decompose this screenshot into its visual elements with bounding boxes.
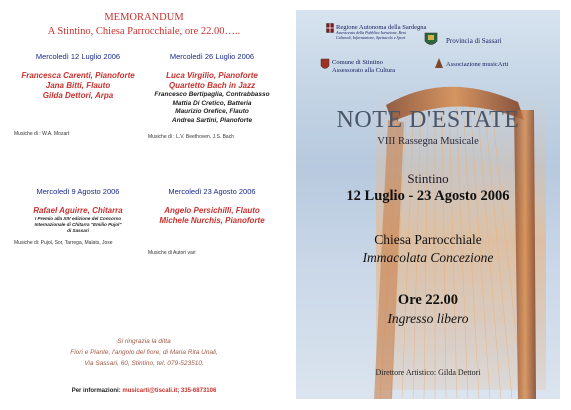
performer-line: Angelo Persichilli, Flauto	[164, 206, 260, 215]
thanks-line: Fiori e Piante, l'angolo del fiore, di Maria Rita Unali,	[70, 349, 218, 356]
music-credits: Musiche di : L.V. Beethoven, J.S. Bach	[148, 134, 234, 140]
contact-label: Per informazioni:	[71, 388, 121, 394]
memorandum-title: MEMORANDUM	[104, 12, 184, 23]
thanks-line: Via Sassari, 60, Stintino, tel. 079-523510.	[84, 360, 204, 367]
performer-line: Quartetto Bach in Jazz	[168, 81, 256, 90]
music-credits: Musiche di : W.A. Mozart	[14, 131, 70, 137]
ensemble-member: Francesco Bertipaglia, Contrabbasso	[154, 91, 270, 98]
sponsor-thanks	[0, 336, 288, 369]
concert-time: Ore 22.00	[397, 292, 459, 308]
province-crest-icon	[424, 32, 438, 48]
festival-subtitle: VIII Rassegna Musicale	[377, 136, 479, 147]
ensemble-member: Maurizio Orefice, Flauto	[175, 108, 249, 115]
event-date: Mercoledì 12 Luglio 2006	[35, 52, 121, 61]
association-logo-icon	[434, 57, 444, 69]
venue-name: Immacolata Concezione	[362, 250, 494, 265]
performer-line: Francesca Carenti, Pianoforte	[21, 71, 135, 80]
thanks-line: Si ringrazia la ditta	[117, 338, 171, 345]
ensemble-member: Andrea Sartini, Pianoforte	[171, 116, 253, 124]
venue-line: Chiesa Parrocchiale	[374, 232, 482, 247]
award-note: Internazionale di Chitarra "Emilio Pujol"	[34, 222, 122, 227]
performer-line: Jana Bitti, Flauto	[45, 81, 111, 90]
ensemble-member: Mattia Di Cretico, Batteria	[172, 99, 252, 107]
comune-name: Comune di Stintino	[332, 59, 383, 66]
comune-crest-icon	[320, 58, 330, 72]
award-note: I Premio alla XIV edizione del Concorso	[34, 216, 122, 221]
artistic-director: Direttore Artistico: Gilda Dettori	[375, 368, 481, 377]
event-date: Mercoledì 9 Agosto 2006	[36, 187, 120, 196]
entry-note: Ingresso libero	[387, 311, 469, 326]
comune-department: Assessorato alla Cultura	[332, 67, 396, 74]
award-note: di Sassari	[67, 228, 89, 233]
concert-event	[12, 187, 144, 246]
concert-event	[146, 187, 278, 256]
festival-place: Stintino	[407, 171, 449, 186]
province-name: Provincia di Sassari	[446, 37, 502, 45]
concert-event	[146, 52, 278, 140]
association-name: Associazione musicArti	[446, 61, 509, 68]
festival-title: NOTE D'ESTATE	[336, 107, 520, 133]
cover-artwork	[296, 10, 560, 399]
event-date: Mercoledì 23 Agosto 2006	[168, 187, 256, 196]
region-name: Regione Autonoma della Sardegna	[336, 24, 427, 31]
performer-line: Michele Nurchis, Pianoforte	[159, 216, 265, 225]
festival-dates: 12 Luglio - 23 Agosto 2006	[346, 188, 510, 204]
cover-panel	[288, 0, 571, 410]
memorandum-subtitle: A Stintino, Chiesa Parrocchiale, ore 22.00…..	[47, 26, 241, 37]
concert-event	[12, 52, 144, 137]
music-credits: Musiche di: Pujol, Sor, Tarrega, Malats, Jose	[14, 240, 113, 246]
performer-line: Gilda Dettori, Arpa	[42, 91, 114, 100]
performer-line: Rafael Aguirre, Chitarra	[33, 206, 123, 215]
event-date: Mercoledì 26 Luglio 2006	[169, 52, 255, 61]
performer-line: Luca Virgilio, Pianoforte	[166, 71, 258, 80]
music-credits: Musiche di Autori vari	[148, 250, 196, 256]
region-department: Assessorato della Pubblica Istruzione, Beni Culturali, Informazione, Spettacolo e Sport	[336, 30, 406, 40]
contact-details: musicarti@tiscali.it; 335-6873106	[122, 388, 217, 394]
contact-info	[0, 388, 288, 394]
region-crest-icon	[326, 23, 334, 33]
